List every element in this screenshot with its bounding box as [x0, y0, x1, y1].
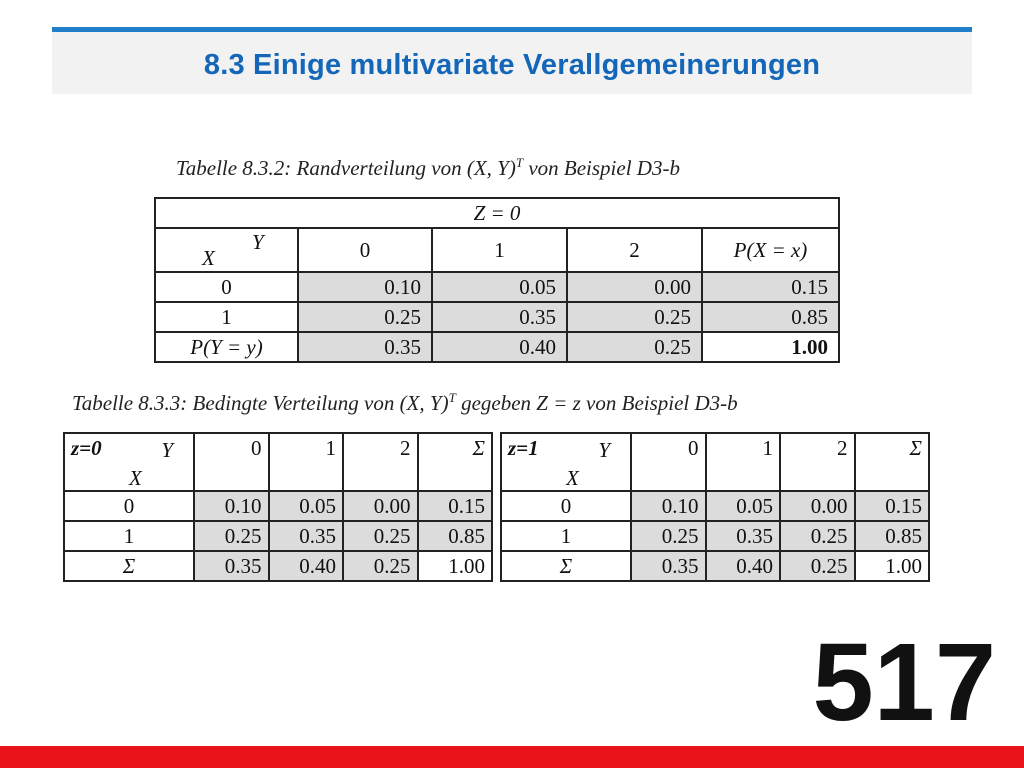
table-cell: 0.35 [706, 521, 781, 551]
table-cell: 0.35 [194, 551, 269, 581]
table1-caption-rest: von Beispiel D3-b [523, 156, 680, 180]
table-cell: 0.25 [567, 332, 702, 362]
table-row [64, 491, 492, 521]
table-cell: 0.05 [706, 491, 781, 521]
table-cell: 0.25 [631, 521, 706, 551]
row-label: 1 [155, 302, 298, 332]
col-header: 0 [631, 433, 706, 491]
marginal-distribution-table [154, 197, 840, 363]
col-header: 0 [194, 433, 269, 491]
row-label: Σ [501, 551, 631, 581]
corner-cell [501, 433, 631, 491]
table-cell: 1.00 [418, 551, 493, 581]
col-header: 2 [780, 433, 855, 491]
table-row [64, 551, 492, 581]
corner-y: Y [598, 438, 610, 462]
table-cell: 0.10 [194, 491, 269, 521]
corner-x: X [566, 466, 579, 490]
row-label: 0 [64, 491, 194, 521]
col-header: Σ [418, 433, 493, 491]
table-cell: 0.85 [855, 521, 930, 551]
row-label: 1 [64, 521, 194, 551]
table-cell: 0.35 [432, 302, 567, 332]
row-label: 0 [155, 272, 298, 302]
header-bar [52, 27, 972, 94]
table1-corner-y: Y [252, 230, 264, 254]
col-header: Σ [855, 433, 930, 491]
table-cell: 0.00 [343, 491, 418, 521]
page-number: 517 [812, 621, 996, 744]
table-cell: 1.00 [702, 332, 839, 362]
table-cell: 0.00 [567, 272, 702, 302]
table2-caption-sup: T [448, 390, 456, 405]
table-cell: 0.25 [194, 521, 269, 551]
table-cell: 0.15 [418, 491, 493, 521]
table-row [501, 521, 929, 551]
table-row [501, 551, 929, 581]
table-cell: 0.10 [298, 272, 432, 302]
table1-z-label: Z = 0 [155, 198, 839, 228]
row-label: P(Y = y) [155, 332, 298, 362]
table-row [155, 272, 839, 302]
table2-caption-main: Tabelle 8.3.3: Bedingte Verteilung von (X, Y) [72, 391, 449, 415]
table-cell: 0.25 [298, 302, 432, 332]
conditional-table-z0 [63, 432, 493, 582]
row-label: 1 [501, 521, 631, 551]
table1-col-header: P(X = x) [702, 228, 839, 272]
table1-caption-sup: T [515, 155, 524, 170]
table-row [155, 332, 839, 362]
row-label: Σ [64, 551, 194, 581]
table1-col-header: 0 [298, 228, 432, 272]
table-cell: 0.35 [269, 521, 344, 551]
table-cell: 0.40 [432, 332, 567, 362]
corner-x: X [129, 466, 142, 490]
table-row [64, 521, 492, 551]
table-cell: 0.05 [432, 272, 567, 302]
table-cell: 0.15 [855, 491, 930, 521]
table-cell: 0.25 [780, 521, 855, 551]
table-cell: 0.35 [298, 332, 432, 362]
table-cell: 0.85 [702, 302, 839, 332]
table1-col-header: 2 [567, 228, 702, 272]
table1-corner-x: X [202, 246, 215, 270]
table-cell: 0.00 [780, 491, 855, 521]
table2-caption-rest: gegeben Z = z von Beispiel D3-b [455, 391, 738, 415]
table-cell: 0.25 [780, 551, 855, 581]
col-header: 1 [269, 433, 344, 491]
col-header: 2 [343, 433, 418, 491]
col-header: 1 [706, 433, 781, 491]
table-cell: 0.40 [269, 551, 344, 581]
table1-caption [176, 155, 680, 181]
table-cell: 0.40 [706, 551, 781, 581]
footer-bar [0, 746, 1024, 768]
table-cell: 0.85 [418, 521, 493, 551]
z-label: z=0 [71, 436, 102, 460]
corner-cell [64, 433, 194, 491]
table-cell: 0.35 [631, 551, 706, 581]
table2-caption [72, 390, 738, 416]
table-row [155, 302, 839, 332]
table-cell: 0.25 [343, 551, 418, 581]
table-cell: 1.00 [855, 551, 930, 581]
table1-col-header: 1 [432, 228, 567, 272]
row-label: 0 [501, 491, 631, 521]
conditional-table-z1 [500, 432, 930, 582]
table-cell: 0.15 [702, 272, 839, 302]
table-cell: 0.05 [269, 491, 344, 521]
table1-caption-main: Tabelle 8.3.2: Randverteilung von (X, Y) [176, 156, 516, 180]
corner-y: Y [161, 438, 173, 462]
slide-title: 8.3 Einige multivariate Verallgemeinerungen [203, 49, 821, 81]
table-cell: 0.25 [567, 302, 702, 332]
table-row [501, 491, 929, 521]
z-label: z=1 [508, 436, 539, 460]
table1-corner [155, 228, 298, 272]
table-cell: 0.25 [343, 521, 418, 551]
table-cell: 0.10 [631, 491, 706, 521]
